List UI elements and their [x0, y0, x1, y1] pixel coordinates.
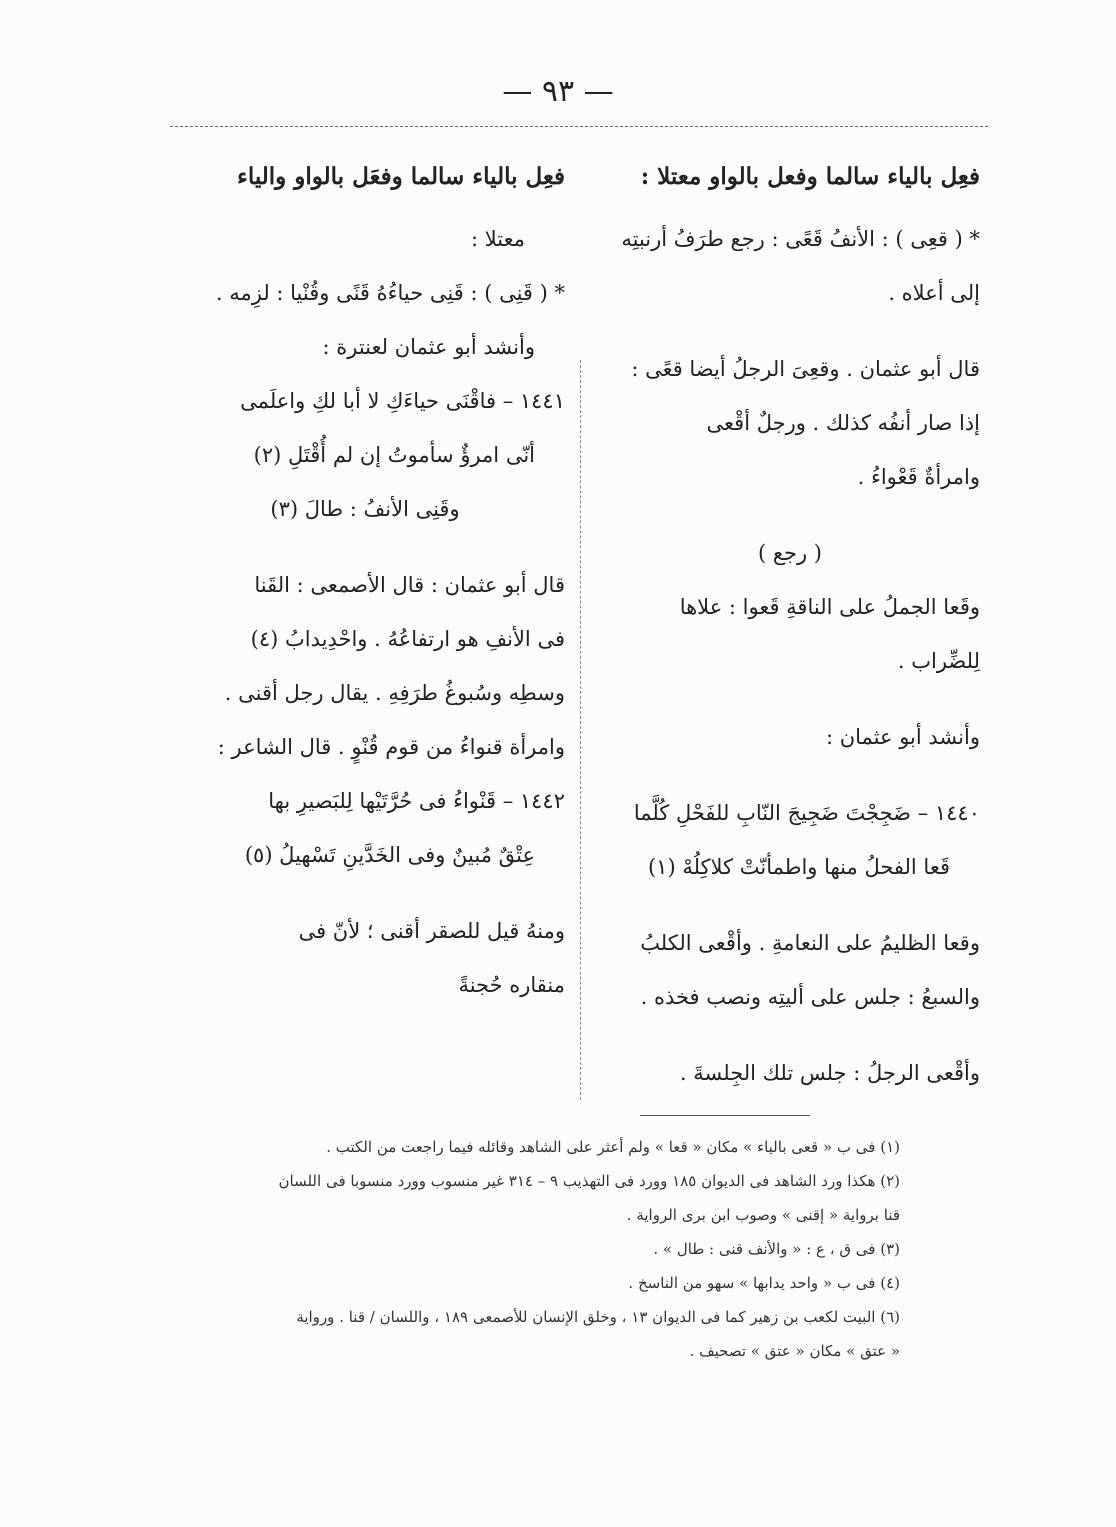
verse-line: عِتْقٌ مُبينٌ وفى الخَدَّينِ تَسْهيلُ (٥) [244, 843, 535, 867]
text-line: والسبعُ : جلس على أليتِه ونصب فخذه . [640, 985, 980, 1009]
verse-line: قَعا الفحلُ منها واطمأنّتْ كلاكِلُهْ (١) [647, 855, 950, 879]
verse-line: ١٤٤٠ – ضَجِجْتَ ضَجِيجَ النّابِ للفَحْلِ كُلَّما [633, 801, 980, 825]
text-line: منقاره حُجنةً [458, 973, 565, 997]
text-line: قال أبو عثمان : قال الأصمعى : القَنا [254, 573, 565, 597]
right-column-heading: فعِل بالياء سالما وفعل بالواو معتلا : [640, 163, 980, 190]
right-column [600, 150, 980, 1100]
text-line: وقَعا الجملُ على الناقةِ قَعوا : علاها [679, 595, 980, 619]
text-line: وسطِه وسُبوغُ طرَفِهِ . يقال رجل أقنى . [224, 681, 565, 705]
footnote-rule [640, 1115, 810, 1116]
footnote: (٦) البيت لكعب بن زهير كما فى الديوان ١٣ ، وخلق الإنسان للأصمعى ١٨٩ ، واللسان / قنا . ورواية [296, 1308, 900, 1326]
footnote: (١) فى ب « قعى بالياء » مكان « قعا » ولم أعثر على الشاهد وقائله فيما راجعت من الكتب . [326, 1138, 900, 1156]
text-line: فى الأنفِ هو ارتفاعُهُ . واحْدِيدابُ (٤) [250, 627, 565, 651]
text-line: معتلا : [471, 227, 525, 251]
text-line: وقَنِى الأنفُ : طالَ (٣) [270, 497, 460, 521]
text-line: وامرأةٌ قَعْواءُ . [857, 465, 980, 489]
text-line: * ( قَنِى ) : قَنِى حياءُهُ قَنًى وقُنْيا : لزِمه . [215, 281, 565, 305]
column-divider [580, 360, 581, 1100]
footnote: « عتق » مكان « عتق » تصحيف . [689, 1342, 900, 1360]
footnote: قنا برواية « إقنى » وصوب ابن برى الرواية . [626, 1206, 900, 1224]
text-line: وقعا الظليمُ على النعامةِ . وأقْعى الكلبُ [640, 931, 980, 955]
verse-line: ١٤٤٢ – قَنْواءُ فى حُرَّتَيْها لِلبَصيرِ بها [268, 789, 565, 813]
text-line: ومنهُ قيل للصقر أقنى ؛ لأنّ فى [298, 919, 565, 943]
footnote: (٣) فى ق ، ع : « والأنف قنى : طال » . [653, 1240, 900, 1258]
text-line: إلى أعلاه . [888, 281, 980, 305]
verse-line: ١٤٤١ – فاقْنَى حياءَكِ لا أبا لكِ واعلَمى [240, 389, 565, 413]
page-number: — ٩٣ — [502, 74, 614, 109]
text-line: قال أبو عثمان . وقعِىَ الرجلُ أيضا قعًى : [631, 357, 980, 381]
text-line: وأقْعى الرجلُ : جلس تلك الجِلسةَ . [679, 1061, 980, 1085]
text-line: لِلضِّراب . [897, 649, 980, 673]
text-line: * ( قعِى ) : الأنفُ قَعًى : رجع طرَفُ أرنبتِه [621, 227, 980, 251]
left-column [165, 150, 565, 1012]
root-marker: ( رجع ) [757, 541, 823, 565]
verse-line: أنّى امرؤٌ سأموتُ إن لم أُقْتَلِ (٢) [253, 443, 535, 467]
header-rule [170, 126, 988, 127]
footnote: (٤) فى ب « واحد يدابها » سهو من الناسخ . [628, 1274, 900, 1292]
text-line: وأنشد أبو عثمان لعنترة : [322, 335, 535, 359]
footnotes [180, 1130, 900, 1368]
text-line: وأنشد أبو عثمان : [825, 725, 980, 749]
text-line: إذا صار أنفُه كذلك . ورجلٌ أقْعى [706, 411, 980, 435]
text-line: وامرأة قنواءُ من قوم قُنْوٍ . قال الشاعر : [217, 735, 565, 759]
footnote: (٢) هكذا ورد الشاهد فى الديوان ١٨٥ وورد فى التهذيب ٩ – ٣١٤ غير منسوب وورد منسوبا فى اللسان [278, 1172, 900, 1190]
left-column-heading: فعِل بالياء سالما وفعَل بالواو والياء [237, 163, 565, 190]
